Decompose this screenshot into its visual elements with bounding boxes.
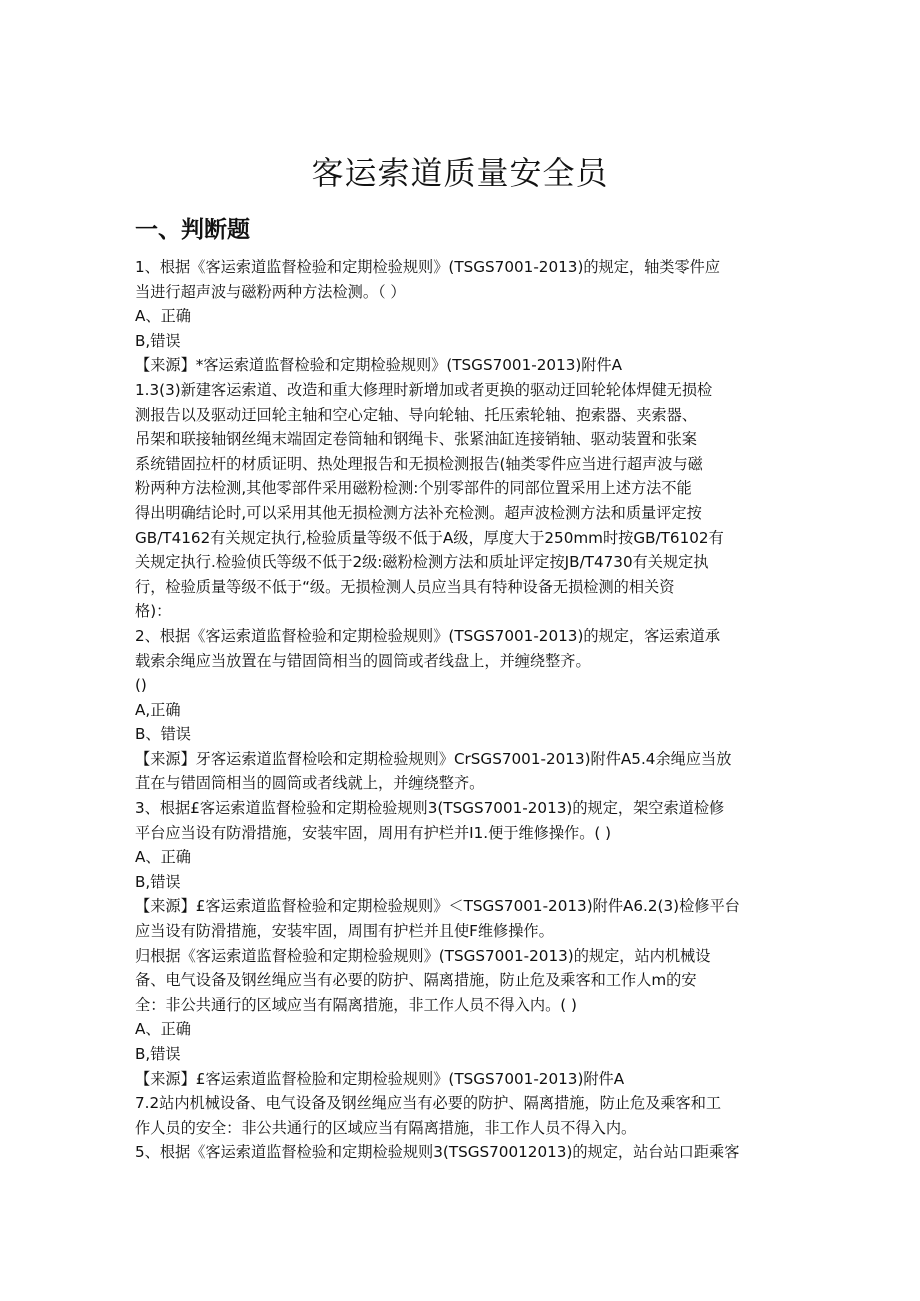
text-line: B,错误	[135, 872, 181, 891]
section-heading: 一、判断题	[135, 217, 250, 243]
text-line: 系统错固拉杆的材质证明、热处理报告和无损检测报告(轴类零件应当进行超声波与磁	[135, 454, 703, 473]
text-line: B、错误	[135, 725, 191, 744]
text-line: 粉两种方法检测,其他零部件采用磁粉检测:个别零部件的同部位置采用上述方法不能	[135, 479, 692, 498]
text-line: 【来源】牙客运索道监督检哙和定期检验规则》CrSGS7001-2013)附件A5.4余绳应当放	[135, 749, 732, 768]
text-line: A、正确	[135, 1020, 191, 1039]
text-line: 关规定执行.检验侦氏等级不低于2级:磁粉检测方法和质址评定按JB/T4730有关规定执	[135, 553, 709, 572]
text-line: 平台应当设有防滑措施，安装牢固，周用有护栏并I1.便于维修操作。( )	[135, 823, 612, 842]
text-line: 2、根据《客运索道监督检验和定期检验规则》(TSGS7001-2013)的规定，客运索道承	[135, 626, 721, 645]
text-line: 得出明确结论时,可以采用其他无损检测方法补充检测。超声波检测方法和质量评定按	[135, 503, 702, 522]
text-line: 1.3(3)新建客运索道、改造和重大修理时新增加或者更换的驱动迂回轮轮体焊健无损检	[135, 380, 713, 399]
text-line: GB/T4162有关规定执行,检验质量等级不低于A级，厚度大于250mm时按GB/T6102有	[135, 528, 724, 547]
text-line: 测报告以及驱动迂回轮主轴和空心定轴、导向轮轴、托压索轮轴、抱索器、夹索器、	[135, 405, 697, 424]
text-line: B,错误	[135, 1045, 181, 1063]
text-line: A、正确	[135, 848, 191, 867]
text-line: 【来源】*客运索道监督检验和定期检验规则》(TSGS7001-2013)附件A	[135, 356, 623, 375]
text-line: 载索余绳应当放置在与错固筒相当的圆筒或者线盘上，并缠绕整齐。	[135, 651, 591, 670]
text-line: 【来源】£客运索道监督检验和定期检验规则》＜TSGS7001-2013)附件A6.2(3)检修平台	[135, 897, 740, 916]
text-line: B,错误	[135, 331, 181, 350]
text-line: 格)：	[135, 602, 172, 621]
text-line: 作人员的安全：非公共通行的区域应当有隔离措施，非工作人员不得入内。	[135, 1118, 637, 1137]
text-line: A,正确	[135, 700, 181, 719]
text-line: 5、根据《客运索道监督检验和定期检验规则3(TSGS70012013)的规定，站台站口距乘客	[135, 1143, 740, 1162]
text-line: 备、电气设备及钢丝绳应当有必要的防护、隔离措施，防止危及乘客和工作人m的安	[135, 971, 697, 990]
text-line: A、正确	[135, 307, 191, 326]
text-line: 苴在与错固筒相当的圆筒或者线就上，并缠绕整齐。	[135, 774, 485, 793]
text-line: 1、根据《客运索道监督检验和定期检验规则》(TSGS7001-2013)的规定，轴类零件应	[135, 258, 721, 276]
document-title: 客运索道质量安全员	[311, 154, 609, 192]
text-line: 行，检验质量等级不低于“级。无损检测人员应当具有特种设备无损检测的相关资	[135, 577, 675, 596]
document-body	[135, 255, 785, 1165]
text-line: 【来源】£客运索道监督检脸和定期检验规则》(TSGS7001-2013)附件A	[135, 1069, 625, 1088]
text-line: 3、根据£客运索道监督检验和定期检验规则3(TSGS7001-2013)的规定，架空索道检修	[135, 799, 725, 818]
text-line: 全：非公共通行的区域应当有隔离措施，非工作人员不得入内。( )	[135, 995, 577, 1014]
text-line: 吊架和联接轴钢丝绳末端固定卷筒轴和钢绳卡、张紧油缸连接销轴、驱动装置和张案	[135, 430, 697, 449]
text-line: 归根据《客运索道监督检验和定期检验规则》(TSGS7001-2013)的规定，站内机械设	[135, 946, 711, 965]
text-line: 当进行超声波与磁粉两种方法检测。（ ）	[135, 282, 406, 301]
text-line: 应当设有防滑措施，安装牢固，周围有护栏并且使F维修操作。	[135, 922, 554, 941]
text-line: 7.2站内机械设备、电气设备及钢丝绳应当有必要的防护、隔离措施，防止危及乘客和工	[135, 1094, 722, 1113]
text-line: ()	[135, 676, 147, 695]
